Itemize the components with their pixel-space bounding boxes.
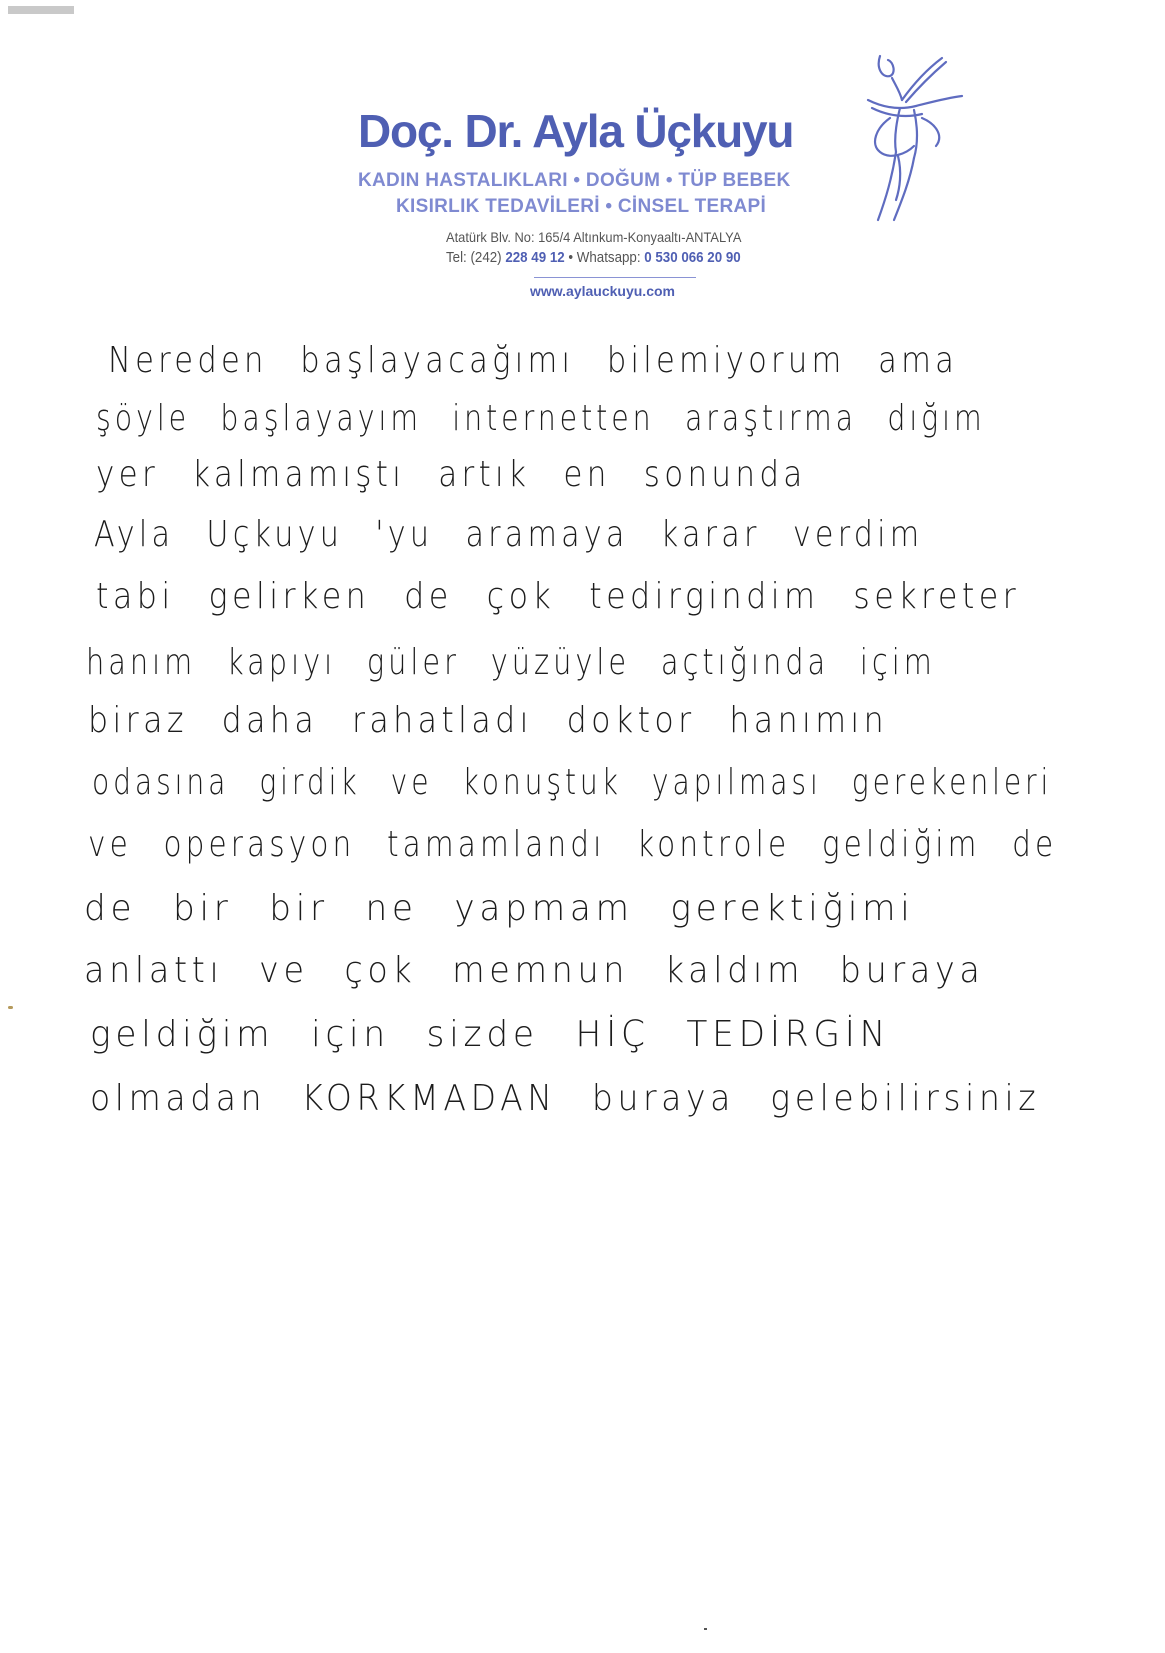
handwritten-line: ve operasyon tamamlandı kontrole geldiğim de [88,824,1058,865]
specialties-line-1: KADIN HASTALIKLARI • DOĞUM • TÜP BEBEK [358,170,791,191]
handwritten-line: Ayla Uçkuyu 'yu aramaya karar verdim [94,514,924,555]
specialties-line-2: KISIRLIK TEDAVİLERİ • CİNSEL TERAPİ [396,196,767,217]
handwritten-letter [0,330,1165,1230]
handwritten-line: şöyle başlayayım internetten araştırma dığım [96,398,986,439]
letterhead [0,0,1165,320]
whatsapp-label: • Whatsapp: [568,250,641,266]
handwritten-line: odasına girdik ve konuştuk yapılması gerekenleri [92,762,1053,803]
tel-number: 228 49 12 [505,250,565,266]
whatsapp-number: 0 530 066 20 90 [644,250,741,266]
handwritten-line: biraz daha rahatladı doktor hanımın [88,700,889,741]
letterhead-divider [534,277,696,278]
website-link[interactable]: www.aylauckuyu.com [530,283,675,299]
scan-speck [704,1628,707,1630]
clinic-address: Atatürk Blv. No: 165/4 Altınkum-Konyaaltı-ANTALYA [446,229,742,245]
tel-label: Tel: (242) [446,250,502,266]
handwritten-line: geldiğim için sizde HİÇ TEDİRGİN [90,1014,891,1055]
handwritten-line: olmadan KORKMADAN buraya gelebilirsiniz [90,1078,1041,1119]
contact-phones [446,250,741,266]
handwritten-line: de bir bir ne yapmam gerektiğimi [84,888,915,929]
handwritten-line: hanım kapıyı güler yüzüyle açtığında içim [86,642,936,683]
handwritten-line: tabi gelirken de çok tedirgindim sekreter [96,576,1021,617]
handwritten-line: Nereden başlayacağımı bilemiyorum ama [108,340,959,381]
dancing-figure-logo-icon [866,48,976,223]
handwritten-line: anlattı ve çok memnun kaldım buraya [84,950,985,991]
doctor-name: Doç. Dr. Ayla Üçkuyu [358,105,794,157]
handwritten-line: yer kalmamıştı artık en sonunda [96,454,807,495]
